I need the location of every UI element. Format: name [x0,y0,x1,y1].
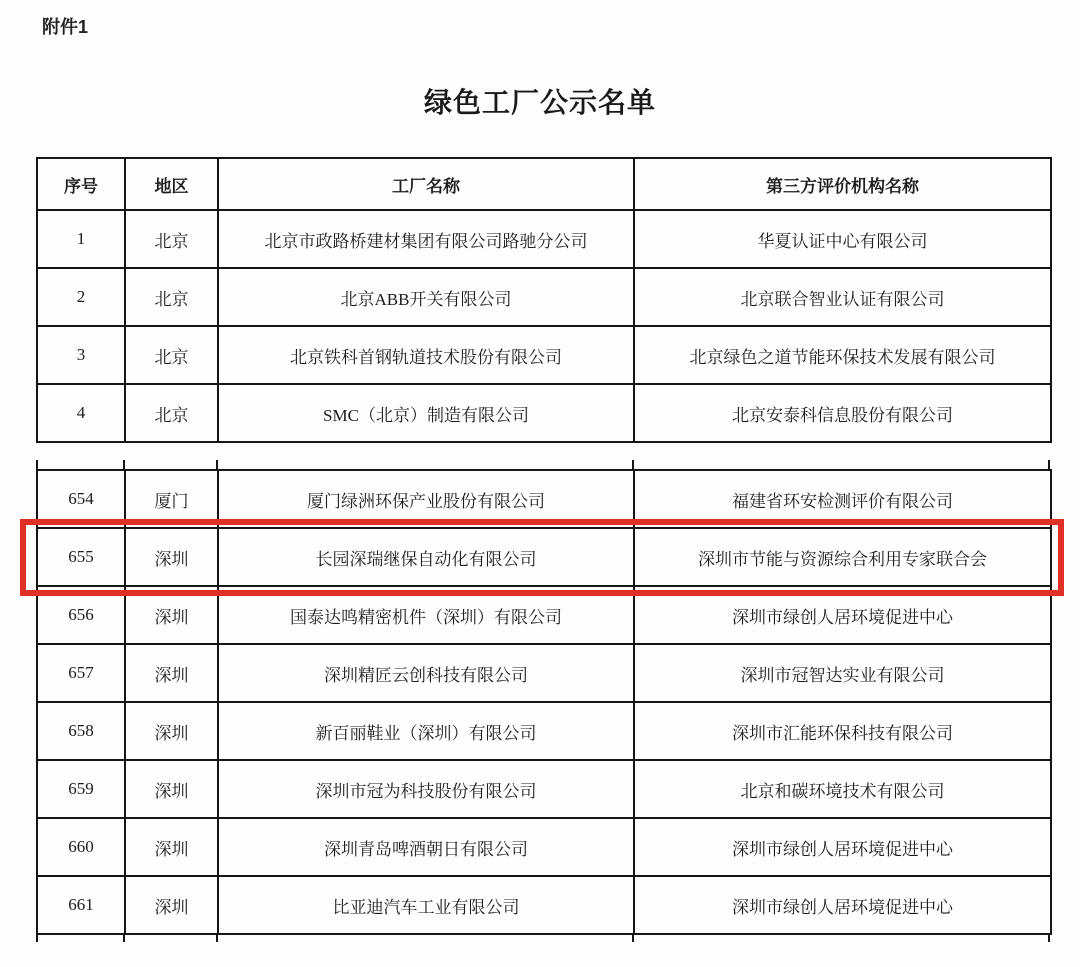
cell-factory-name: 北京ABB开关有限公司 [218,268,634,326]
attachment-label: 附件1 [42,17,89,37]
cell-agency-name: 北京绿色之道节能环保技术发展有限公司 [634,326,1051,384]
table-row [37,268,1051,326]
cell-agency-name: 深圳市节能与资源综合利用专家联合会 [634,528,1051,586]
cell-serial-number: 655 [37,528,125,586]
cell-agency-name: 北京和碳环境技术有限公司 [634,760,1051,818]
cell-agency-name: 深圳市汇能环保科技有限公司 [634,702,1051,760]
cell-region: 北京 [125,210,218,268]
table-row [37,210,1051,268]
cell-region: 北京 [125,326,218,384]
cell-factory-name: 北京市政路桥建材集团有限公司路驰分公司 [218,210,634,268]
table-row [37,818,1051,876]
cell-serial-number: 654 [37,470,125,528]
cell-factory-name: 深圳精匠云创科技有限公司 [218,644,634,702]
cell-factory-name: 深圳青岛啤酒朝日有限公司 [218,818,634,876]
table-row [37,586,1051,644]
table-section-2 [36,469,1052,935]
cell-serial-number: 659 [37,760,125,818]
column-header-region: 地区 [125,158,218,210]
header-row [37,158,1051,210]
cell-agency-name: 华夏认证中心有限公司 [634,210,1051,268]
cell-region: 北京 [125,268,218,326]
cell-factory-name: 新百丽鞋业（深圳）有限公司 [218,702,634,760]
cell-factory-name: SMC（北京）制造有限公司 [218,384,634,442]
cell-agency-name: 北京联合智业认证有限公司 [634,268,1051,326]
cell-agency-name: 深圳市绿创人居环境促进中心 [634,586,1051,644]
cell-region: 北京 [125,384,218,442]
table-row [37,760,1051,818]
cell-serial-number: 658 [37,702,125,760]
cell-factory-name: 长园深瑞继保自动化有限公司 [218,528,634,586]
cell-serial-number: 3 [37,326,125,384]
table-row [37,876,1051,934]
column-header-agency-name: 第三方评价机构名称 [634,158,1051,210]
cell-region: 深圳 [125,818,218,876]
table-break-bottom-stubs [36,935,1050,942]
table-section-1 [36,157,1052,443]
cell-serial-number: 660 [37,818,125,876]
cell-agency-name: 深圳市冠智达实业有限公司 [634,644,1051,702]
table-break-top-stubs [36,460,1050,469]
cell-region: 深圳 [125,644,218,702]
table-row [37,528,1051,586]
page-title: 绿色工厂公示名单 [423,87,656,118]
cell-serial-number: 2 [37,268,125,326]
cell-region: 深圳 [125,586,218,644]
cell-region: 厦门 [125,470,218,528]
cell-region: 深圳 [125,528,218,586]
table-row [37,326,1051,384]
table-section-2-wrap [36,460,1050,942]
table-row [37,384,1051,442]
cell-agency-name: 福建省环安检测评价有限公司 [634,470,1051,528]
cell-agency-name: 北京安泰科信息股份有限公司 [634,384,1051,442]
cell-factory-name: 厦门绿洲环保产业股份有限公司 [218,470,634,528]
cell-factory-name: 深圳市冠为科技股份有限公司 [218,760,634,818]
cell-serial-number: 4 [37,384,125,442]
cell-serial-number: 657 [37,644,125,702]
table-row [37,644,1051,702]
green-factory-table [36,157,1050,942]
table-row [37,470,1051,528]
column-header-serial-number: 序号 [37,158,125,210]
column-header-factory-name: 工厂名称 [218,158,634,210]
cell-region: 深圳 [125,876,218,934]
cell-serial-number: 661 [37,876,125,934]
cell-serial-number: 656 [37,586,125,644]
cell-factory-name: 北京铁科首钢轨道技术股份有限公司 [218,326,634,384]
cell-serial-number: 1 [37,210,125,268]
cell-region: 深圳 [125,702,218,760]
cell-region: 深圳 [125,760,218,818]
cell-factory-name: 国泰达鸣精密机件（深圳）有限公司 [218,586,634,644]
table-row [37,702,1051,760]
cell-agency-name: 深圳市绿创人居环境促进中心 [634,818,1051,876]
cell-factory-name: 比亚迪汽车工业有限公司 [218,876,634,934]
cell-agency-name: 深圳市绿创人居环境促进中心 [634,876,1051,934]
